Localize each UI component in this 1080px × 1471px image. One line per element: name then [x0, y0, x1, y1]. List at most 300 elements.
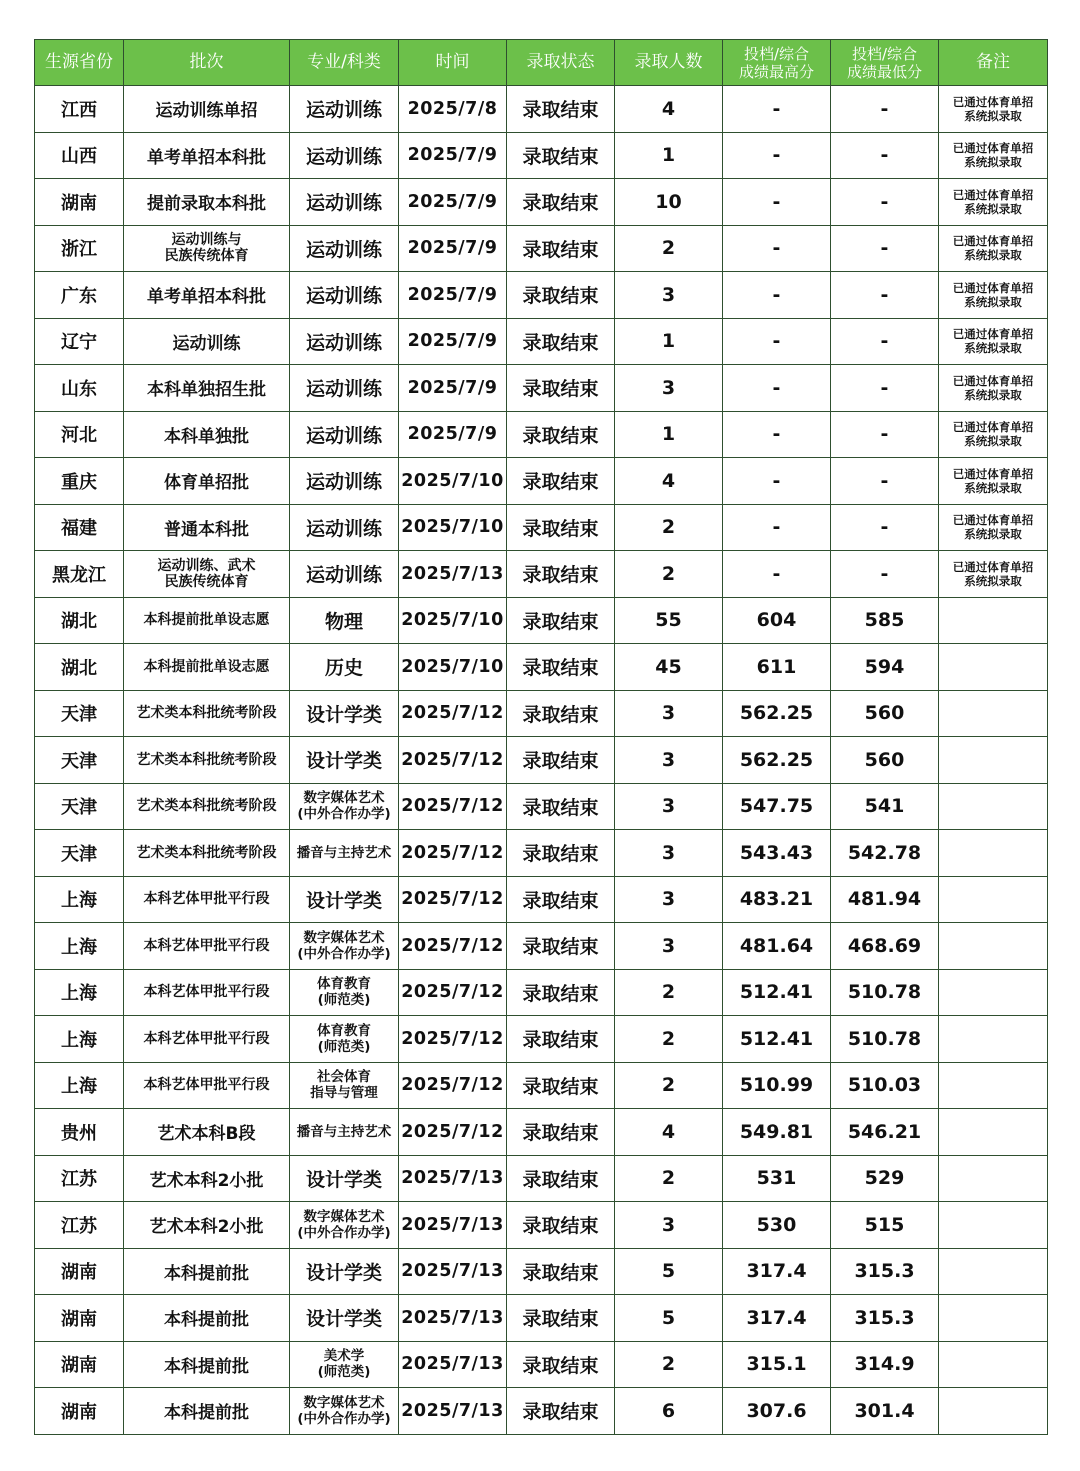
cell-count: 2: [615, 504, 723, 551]
cell-max-score: 604: [723, 597, 831, 644]
cell-date: 2025/7/12: [399, 737, 507, 784]
cell-max-score: 549.81: [723, 1109, 831, 1156]
cell-major: 播音与主持艺术: [290, 1109, 399, 1156]
table-row: [35, 86, 1048, 133]
cell-max-score: -: [723, 225, 831, 272]
cell-date: 2025/7/12: [399, 969, 507, 1016]
cell-date: 2025/7/12: [399, 923, 507, 970]
cell-min-score: 468.69: [831, 923, 939, 970]
cell-status: 录取结束: [507, 1016, 615, 1063]
cell-max-score: -: [723, 86, 831, 133]
cell-date: 2025/7/9: [399, 318, 507, 365]
cell-max-score: 547.75: [723, 783, 831, 830]
cell-max-score: 510.99: [723, 1062, 831, 1109]
cell-batch: 本科艺体甲批平行段: [124, 969, 290, 1016]
table-row: [35, 411, 1048, 458]
cell-date: 2025/7/10: [399, 597, 507, 644]
cell-count: 2: [615, 551, 723, 598]
cell-note: [939, 1155, 1048, 1202]
cell-status: 录取结束: [507, 318, 615, 365]
cell-max-score: -: [723, 458, 831, 505]
cell-note: [939, 1062, 1048, 1109]
cell-max-score: -: [723, 504, 831, 551]
cell-count: 4: [615, 86, 723, 133]
cell-date: 2025/7/9: [399, 132, 507, 179]
cell-province: 上海: [35, 923, 124, 970]
cell-count: 3: [615, 830, 723, 877]
cell-status: 录取结束: [507, 923, 615, 970]
cell-province: 河北: [35, 411, 124, 458]
cell-min-score: -: [831, 365, 939, 412]
cell-count: 45: [615, 644, 723, 691]
table-row: [35, 969, 1048, 1016]
cell-min-score: 315.3: [831, 1248, 939, 1295]
cell-count: 2: [615, 1062, 723, 1109]
table-row: [35, 923, 1048, 970]
cell-note: 已通过体育单招 系统拟录取: [939, 132, 1048, 179]
cell-note: [939, 1295, 1048, 1342]
cell-min-score: 529: [831, 1155, 939, 1202]
cell-batch: 本科提前批单设志愿: [124, 644, 290, 691]
cell-max-score: -: [723, 551, 831, 598]
cell-major: 运动训练: [290, 458, 399, 505]
cell-major: 运动训练: [290, 86, 399, 133]
cell-major: 运动训练: [290, 411, 399, 458]
cell-province: 天津: [35, 830, 124, 877]
cell-min-score: 560: [831, 690, 939, 737]
cell-date: 2025/7/13: [399, 1248, 507, 1295]
cell-count: 3: [615, 783, 723, 830]
cell-note: 已通过体育单招 系统拟录取: [939, 179, 1048, 226]
table-header: [35, 40, 1048, 86]
cell-status: 录取结束: [507, 644, 615, 691]
cell-min-score: -: [831, 458, 939, 505]
cell-min-score: 481.94: [831, 876, 939, 923]
cell-status: 录取结束: [507, 1248, 615, 1295]
cell-status: 录取结束: [507, 1109, 615, 1156]
table-row: [35, 272, 1048, 319]
cell-province: 福建: [35, 504, 124, 551]
cell-min-score: 301.4: [831, 1388, 939, 1435]
cell-major: 设计学类: [290, 1248, 399, 1295]
cell-count: 3: [615, 737, 723, 784]
cell-note: [939, 690, 1048, 737]
cell-status: 录取结束: [507, 690, 615, 737]
table-row: [35, 318, 1048, 365]
cell-note: 已通过体育单招 系统拟录取: [939, 86, 1048, 133]
cell-note: [939, 1016, 1048, 1063]
cell-note: 已通过体育单招 系统拟录取: [939, 318, 1048, 365]
table-row: [35, 737, 1048, 784]
cell-min-score: -: [831, 225, 939, 272]
cell-province: 湖南: [35, 1341, 124, 1388]
cell-count: 3: [615, 690, 723, 737]
table-row: [35, 458, 1048, 505]
cell-major: 数字媒体艺术 (中外合作办学): [290, 1388, 399, 1435]
cell-status: 录取结束: [507, 1341, 615, 1388]
cell-note: [939, 876, 1048, 923]
cell-date: 2025/7/9: [399, 225, 507, 272]
cell-note: 已通过体育单招 系统拟录取: [939, 504, 1048, 551]
cell-note: 已通过体育单招 系统拟录取: [939, 272, 1048, 319]
table-row: [35, 830, 1048, 877]
cell-min-score: -: [831, 132, 939, 179]
cell-province: 江苏: [35, 1202, 124, 1249]
cell-note: 已通过体育单招 系统拟录取: [939, 458, 1048, 505]
cell-status: 录取结束: [507, 504, 615, 551]
cell-batch: 艺术类本科批统考阶段: [124, 830, 290, 877]
cell-count: 4: [615, 1109, 723, 1156]
cell-batch: 普通本科批: [124, 504, 290, 551]
cell-note: [939, 830, 1048, 877]
cell-note: [939, 1341, 1048, 1388]
cell-major: 设计学类: [290, 737, 399, 784]
admission-table: [34, 39, 1048, 1435]
cell-max-score: 317.4: [723, 1295, 831, 1342]
cell-note: 已通过体育单招 系统拟录取: [939, 365, 1048, 412]
cell-province: 江苏: [35, 1155, 124, 1202]
table-row: [35, 1341, 1048, 1388]
cell-count: 2: [615, 225, 723, 272]
cell-min-score: 515: [831, 1202, 939, 1249]
cell-status: 录取结束: [507, 225, 615, 272]
table-row: [35, 1062, 1048, 1109]
header-note: 备注: [939, 40, 1048, 86]
table-row: [35, 132, 1048, 179]
cell-major: 设计学类: [290, 1155, 399, 1202]
header-row: [35, 40, 1048, 86]
cell-note: [939, 737, 1048, 784]
cell-province: 重庆: [35, 458, 124, 505]
cell-batch: 本科艺体甲批平行段: [124, 923, 290, 970]
cell-count: 10: [615, 179, 723, 226]
cell-note: [939, 597, 1048, 644]
cell-status: 录取结束: [507, 1202, 615, 1249]
cell-batch: 艺术本科2小批: [124, 1155, 290, 1202]
table-row: [35, 876, 1048, 923]
header-province: 生源省份: [35, 40, 124, 86]
cell-province: 山东: [35, 365, 124, 412]
cell-major: 播音与主持艺术: [290, 830, 399, 877]
cell-province: 湖南: [35, 1295, 124, 1342]
cell-date: 2025/7/13: [399, 1202, 507, 1249]
cell-major: 设计学类: [290, 690, 399, 737]
cell-date: 2025/7/10: [399, 504, 507, 551]
header-max-score: 投档/综合 成绩最高分: [723, 40, 831, 86]
cell-count: 3: [615, 272, 723, 319]
table-row: [35, 1388, 1048, 1435]
cell-status: 录取结束: [507, 551, 615, 598]
cell-date: 2025/7/9: [399, 411, 507, 458]
cell-province: 上海: [35, 1062, 124, 1109]
cell-date: 2025/7/13: [399, 1341, 507, 1388]
cell-date: 2025/7/9: [399, 179, 507, 226]
cell-status: 录取结束: [507, 1155, 615, 1202]
cell-max-score: -: [723, 132, 831, 179]
cell-max-score: 611: [723, 644, 831, 691]
table-row: [35, 179, 1048, 226]
cell-max-score: 530: [723, 1202, 831, 1249]
cell-note: [939, 1202, 1048, 1249]
header-batch: 批次: [124, 40, 290, 86]
cell-min-score: -: [831, 411, 939, 458]
cell-major: 运动训练: [290, 365, 399, 412]
cell-batch: 本科艺体甲批平行段: [124, 1016, 290, 1063]
table-row: [35, 1295, 1048, 1342]
cell-note: 已通过体育单招 系统拟录取: [939, 225, 1048, 272]
cell-major: 运动训练: [290, 132, 399, 179]
cell-min-score: 541: [831, 783, 939, 830]
cell-count: 6: [615, 1388, 723, 1435]
cell-count: 2: [615, 1016, 723, 1063]
cell-major: 运动训练: [290, 318, 399, 365]
table-row: [35, 1202, 1048, 1249]
cell-max-score: 562.25: [723, 690, 831, 737]
table-row: [35, 783, 1048, 830]
cell-province: 湖北: [35, 644, 124, 691]
cell-min-score: 546.21: [831, 1109, 939, 1156]
cell-status: 录取结束: [507, 179, 615, 226]
cell-date: 2025/7/13: [399, 1388, 507, 1435]
cell-max-score: 483.21: [723, 876, 831, 923]
cell-max-score: -: [723, 272, 831, 319]
cell-note: [939, 1248, 1048, 1295]
cell-max-score: -: [723, 365, 831, 412]
cell-batch: 本科提前批: [124, 1341, 290, 1388]
cell-status: 录取结束: [507, 737, 615, 784]
cell-date: 2025/7/12: [399, 690, 507, 737]
cell-major: 社会体育 指导与管理: [290, 1062, 399, 1109]
cell-province: 辽宁: [35, 318, 124, 365]
cell-max-score: 307.6: [723, 1388, 831, 1435]
cell-status: 录取结束: [507, 272, 615, 319]
table-row: [35, 1248, 1048, 1295]
cell-max-score: -: [723, 411, 831, 458]
cell-province: 天津: [35, 737, 124, 784]
cell-batch: 体育单招批: [124, 458, 290, 505]
cell-batch: 艺术类本科批统考阶段: [124, 737, 290, 784]
cell-province: 湖北: [35, 597, 124, 644]
cell-batch: 运动训练单招: [124, 86, 290, 133]
cell-status: 录取结束: [507, 411, 615, 458]
cell-status: 录取结束: [507, 1295, 615, 1342]
cell-batch: 本科提前批: [124, 1388, 290, 1435]
cell-major: 体育教育 (师范类): [290, 1016, 399, 1063]
cell-status: 录取结束: [507, 597, 615, 644]
cell-max-score: -: [723, 318, 831, 365]
table-body: [35, 86, 1048, 1435]
cell-major: 运动训练: [290, 551, 399, 598]
cell-batch: 运动训练与 民族传统体育: [124, 225, 290, 272]
cell-min-score: 542.78: [831, 830, 939, 877]
header-min-score: 投档/综合 成绩最低分: [831, 40, 939, 86]
cell-date: 2025/7/13: [399, 1295, 507, 1342]
cell-max-score: 481.64: [723, 923, 831, 970]
cell-min-score: 510.78: [831, 1016, 939, 1063]
cell-min-score: 510.78: [831, 969, 939, 1016]
cell-note: [939, 644, 1048, 691]
cell-date: 2025/7/10: [399, 644, 507, 691]
cell-major: 数字媒体艺术 (中外合作办学): [290, 923, 399, 970]
cell-status: 录取结束: [507, 132, 615, 179]
cell-count: 3: [615, 365, 723, 412]
cell-max-score: -: [723, 179, 831, 226]
cell-province: 湖南: [35, 1248, 124, 1295]
cell-status: 录取结束: [507, 876, 615, 923]
cell-batch: 艺术类本科批统考阶段: [124, 690, 290, 737]
cell-max-score: 315.1: [723, 1341, 831, 1388]
cell-min-score: -: [831, 272, 939, 319]
cell-date: 2025/7/12: [399, 1109, 507, 1156]
cell-major: 运动训练: [290, 272, 399, 319]
cell-batch: 单考单招本科批: [124, 132, 290, 179]
cell-note: [939, 1388, 1048, 1435]
cell-batch: 单考单招本科批: [124, 272, 290, 319]
cell-major: 运动训练: [290, 504, 399, 551]
cell-date: 2025/7/12: [399, 1016, 507, 1063]
cell-min-score: -: [831, 504, 939, 551]
table-row: [35, 504, 1048, 551]
cell-count: 3: [615, 876, 723, 923]
cell-count: 5: [615, 1295, 723, 1342]
cell-min-score: -: [831, 318, 939, 365]
cell-date: 2025/7/9: [399, 272, 507, 319]
cell-note: [939, 783, 1048, 830]
cell-status: 录取结束: [507, 86, 615, 133]
cell-note: [939, 923, 1048, 970]
cell-min-score: -: [831, 551, 939, 598]
cell-major: 设计学类: [290, 1295, 399, 1342]
cell-min-score: -: [831, 86, 939, 133]
cell-min-score: 510.03: [831, 1062, 939, 1109]
cell-date: 2025/7/13: [399, 1155, 507, 1202]
cell-batch: 本科提前批单设志愿: [124, 597, 290, 644]
cell-count: 5: [615, 1248, 723, 1295]
cell-date: 2025/7/12: [399, 1062, 507, 1109]
cell-count: 3: [615, 1202, 723, 1249]
cell-province: 上海: [35, 969, 124, 1016]
cell-province: 山西: [35, 132, 124, 179]
cell-count: 1: [615, 318, 723, 365]
cell-max-score: 512.41: [723, 969, 831, 1016]
cell-province: 贵州: [35, 1109, 124, 1156]
cell-min-score: -: [831, 179, 939, 226]
cell-status: 录取结束: [507, 458, 615, 505]
cell-batch: 本科艺体甲批平行段: [124, 876, 290, 923]
cell-count: 3: [615, 923, 723, 970]
table-row: [35, 551, 1048, 598]
table-row: [35, 365, 1048, 412]
cell-province: 上海: [35, 876, 124, 923]
cell-major: 运动训练: [290, 179, 399, 226]
cell-batch: 本科提前批: [124, 1248, 290, 1295]
cell-max-score: 512.41: [723, 1016, 831, 1063]
cell-min-score: 315.3: [831, 1295, 939, 1342]
cell-max-score: 317.4: [723, 1248, 831, 1295]
cell-province: 广东: [35, 272, 124, 319]
cell-date: 2025/7/9: [399, 365, 507, 412]
header-count: 录取人数: [615, 40, 723, 86]
cell-major: 历史: [290, 644, 399, 691]
cell-province: 江西: [35, 86, 124, 133]
cell-batch: 本科单独招生批: [124, 365, 290, 412]
cell-major: 设计学类: [290, 876, 399, 923]
cell-max-score: 531: [723, 1155, 831, 1202]
cell-major: 数字媒体艺术 (中外合作办学): [290, 1202, 399, 1249]
cell-count: 55: [615, 597, 723, 644]
table-row: [35, 644, 1048, 691]
table-row: [35, 690, 1048, 737]
cell-date: 2025/7/8: [399, 86, 507, 133]
cell-major: 数字媒体艺术 (中外合作办学): [290, 783, 399, 830]
cell-count: 1: [615, 411, 723, 458]
cell-province: 天津: [35, 783, 124, 830]
cell-status: 录取结束: [507, 1388, 615, 1435]
cell-batch: 提前录取本科批: [124, 179, 290, 226]
cell-status: 录取结束: [507, 969, 615, 1016]
cell-date: 2025/7/13: [399, 551, 507, 598]
cell-batch: 本科艺体甲批平行段: [124, 1062, 290, 1109]
cell-note: [939, 969, 1048, 1016]
cell-province: 浙江: [35, 225, 124, 272]
cell-major: 物理: [290, 597, 399, 644]
cell-date: 2025/7/12: [399, 876, 507, 923]
cell-count: 4: [615, 458, 723, 505]
cell-count: 2: [615, 969, 723, 1016]
cell-batch: 艺术本科2小批: [124, 1202, 290, 1249]
cell-count: 2: [615, 1155, 723, 1202]
cell-major: 美术学 (师范类): [290, 1341, 399, 1388]
table-row: [35, 1155, 1048, 1202]
cell-status: 录取结束: [507, 830, 615, 877]
cell-province: 湖南: [35, 179, 124, 226]
cell-note: 已通过体育单招 系统拟录取: [939, 411, 1048, 458]
cell-count: 2: [615, 1341, 723, 1388]
cell-date: 2025/7/12: [399, 830, 507, 877]
cell-status: 录取结束: [507, 1062, 615, 1109]
cell-batch: 艺术类本科批统考阶段: [124, 783, 290, 830]
cell-province: 湖南: [35, 1388, 124, 1435]
cell-note: 已通过体育单招 系统拟录取: [939, 551, 1048, 598]
cell-status: 录取结束: [507, 365, 615, 412]
table-row: [35, 1109, 1048, 1156]
cell-province: 黑龙江: [35, 551, 124, 598]
cell-min-score: 560: [831, 737, 939, 784]
cell-date: 2025/7/10: [399, 458, 507, 505]
cell-count: 1: [615, 132, 723, 179]
header-date: 时间: [399, 40, 507, 86]
cell-batch: 运动训练: [124, 318, 290, 365]
table-row: [35, 225, 1048, 272]
cell-min-score: 314.9: [831, 1341, 939, 1388]
header-major: 专业/科类: [290, 40, 399, 86]
cell-max-score: 543.43: [723, 830, 831, 877]
cell-status: 录取结束: [507, 783, 615, 830]
cell-batch: 本科单独批: [124, 411, 290, 458]
cell-major: 体育教育 (师范类): [290, 969, 399, 1016]
table-row: [35, 1016, 1048, 1063]
cell-max-score: 562.25: [723, 737, 831, 784]
cell-batch: 本科提前批: [124, 1295, 290, 1342]
cell-date: 2025/7/12: [399, 783, 507, 830]
cell-min-score: 594: [831, 644, 939, 691]
cell-batch: 运动训练、武术 民族传统体育: [124, 551, 290, 598]
cell-province: 上海: [35, 1016, 124, 1063]
table-row: [35, 597, 1048, 644]
cell-province: 天津: [35, 690, 124, 737]
header-status: 录取状态: [507, 40, 615, 86]
cell-min-score: 585: [831, 597, 939, 644]
